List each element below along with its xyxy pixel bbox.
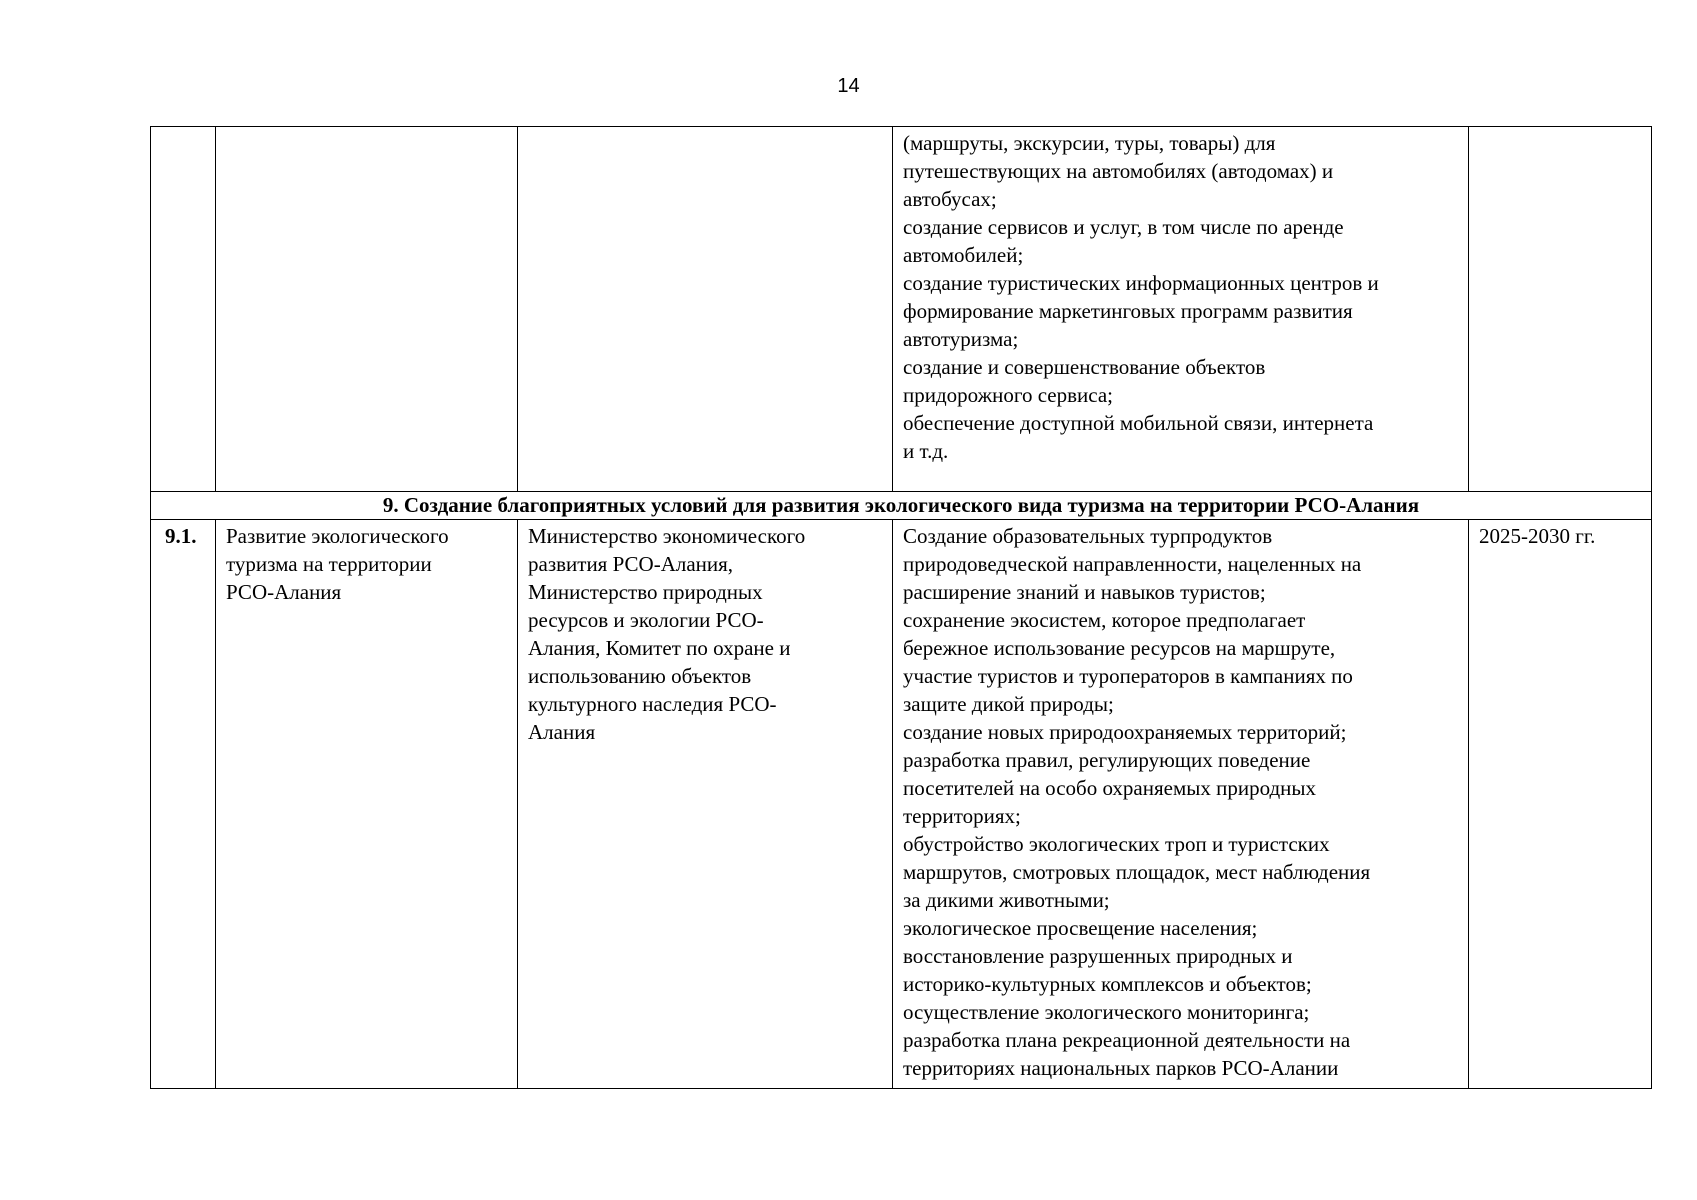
cell-responsible	[518, 520, 893, 1089]
text-line: природоведческой направленности, нацеленных на	[903, 552, 1362, 576]
text-line: туризма на территории	[226, 552, 432, 576]
text-line: создание и совершенствование объектов	[903, 355, 1266, 379]
text-line: обеспечение доступной мобильной связи, интернета	[903, 411, 1374, 435]
table-row-9-1	[151, 520, 1652, 1089]
text-line: обустройство экологических троп и туристских	[903, 832, 1330, 856]
text-line: РСО-Алания	[226, 580, 342, 604]
cell-activities	[893, 127, 1469, 492]
cell-name	[216, 127, 518, 492]
measures-table	[150, 126, 1652, 1089]
text-line: путешествующих на автомобилях (автодомах) и	[903, 159, 1334, 183]
text-line: автотуризма;	[903, 327, 1019, 351]
cell-number: 9.1.	[151, 520, 216, 1089]
text-line: придорожного сервиса;	[903, 383, 1114, 407]
text-line: автобусах;	[903, 187, 997, 211]
text-line: сохранение экосистем, которое предполагает	[903, 608, 1306, 632]
section-heading: 9. Создание благоприятных условий для развития экологического вида туризма на территории РСО-Алания	[151, 492, 1652, 520]
text-line: создание сервисов и услуг, в том числе по аренде	[903, 215, 1344, 239]
section-heading-row	[151, 492, 1652, 520]
text-line: осуществление экологического мониторинга;	[903, 1000, 1310, 1024]
text-line: создание туристических информационных центров и	[903, 271, 1379, 295]
text-line: бережное использование ресурсов на маршруте,	[903, 636, 1336, 660]
text-line: Алания, Комитет по охране и	[528, 636, 791, 660]
text-line: Министерство природных	[528, 580, 763, 604]
cell-name	[216, 520, 518, 1089]
text-line: маршрутов, смотровых площадок, мест наблюдения	[903, 860, 1371, 884]
text-line: расширение знаний и навыков туристов;	[903, 580, 1266, 604]
cell-responsible	[518, 127, 893, 492]
cell-period	[1469, 127, 1652, 492]
text-line: Создание образовательных турпродуктов	[903, 524, 1273, 548]
cell-number	[151, 127, 216, 492]
text-line: Министерство экономического	[528, 524, 806, 548]
text-line: автомобилей;	[903, 243, 1024, 267]
text-line: разработка плана рекреационной деятельности на	[903, 1028, 1351, 1052]
text-line: Алания	[528, 720, 596, 744]
cell-period: 2025-2030 гг.	[1469, 520, 1652, 1089]
text-line: защите дикой природы;	[903, 692, 1114, 716]
text-line: участие туристов и туроператоров в кампаниях по	[903, 664, 1353, 688]
text-line: посетителей на особо охраняемых природных	[903, 776, 1317, 800]
text-line: культурного наследия РСО-	[528, 692, 777, 716]
text-line: и т.д.	[903, 439, 949, 463]
text-line: (маршруты, экскурсии, туры, товары) для	[903, 131, 1276, 155]
text-line: ресурсов и экологии РСО-	[528, 608, 764, 632]
text-line: за дикими животными;	[903, 888, 1110, 912]
text-line: развития РСО-Алания,	[528, 552, 734, 576]
page-number: 14	[837, 75, 860, 97]
text-line: разработка правил, регулирующих поведение	[903, 748, 1311, 772]
text-line: экологическое просвещение населения;	[903, 916, 1258, 940]
text-line: создание новых природоохраняемых территорий;	[903, 720, 1347, 744]
text-line: использованию объектов	[528, 664, 752, 688]
text-line: Развитие экологического	[226, 524, 449, 548]
text-line: территориях национальных парков РСО-Алании	[903, 1056, 1339, 1080]
cell-activities	[893, 520, 1469, 1089]
text-line: территориях;	[903, 804, 1021, 828]
text-line: формирование маркетинговых программ развития	[903, 299, 1353, 323]
text-line: восстановление разрушенных природных и	[903, 944, 1293, 968]
text-line: историко-культурных комплексов и объектов;	[903, 972, 1312, 996]
table-row-continuation	[151, 127, 1652, 492]
